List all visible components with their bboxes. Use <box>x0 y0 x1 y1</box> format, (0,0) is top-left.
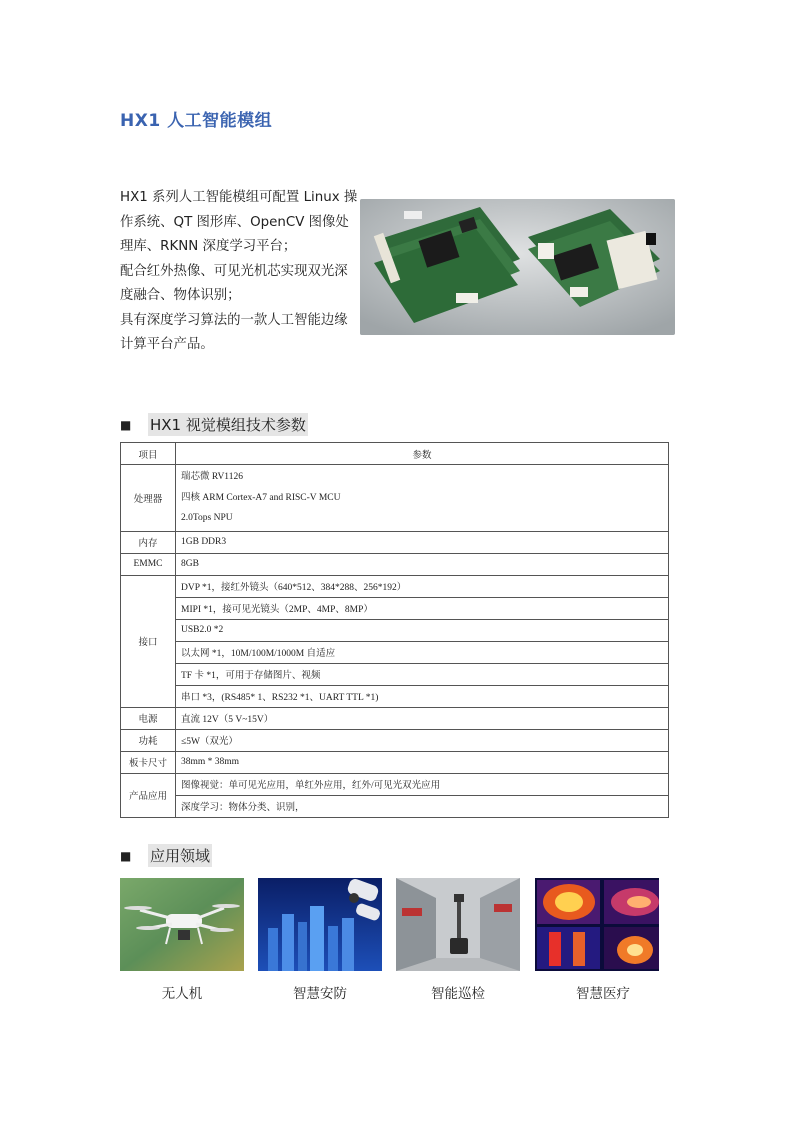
app-label-security: 智慧安防 <box>293 986 347 1002</box>
bullet-square-icon: ■ <box>120 417 132 432</box>
interface-value: DVP *1，接红外镜头（640*512、384*288、256*192） <box>176 575 669 597</box>
product-photo <box>360 199 675 335</box>
table-row <box>121 465 669 532</box>
row-label-consumption: 功耗 <box>121 729 176 751</box>
intro-paragraph: 具有深度学习算法的一款人工智能边缘计算平台产品。 <box>120 312 348 352</box>
inspection-image <box>396 878 520 971</box>
emmc-value: 8GB <box>176 553 669 575</box>
app-label-inspection: 智能巡检 <box>431 986 485 1002</box>
row-label-interface: 接口 <box>121 575 176 707</box>
table-row <box>121 575 669 597</box>
cpu-line: 瑞芯微 RV1126 <box>181 472 243 482</box>
row-label-applications: 产品应用 <box>121 773 176 817</box>
table-row <box>121 707 669 729</box>
table-row <box>121 619 669 641</box>
board-size-value: 38mm * 38mm <box>176 751 669 773</box>
section-heading-applications <box>120 844 212 867</box>
table-row <box>121 553 669 575</box>
table-row <box>121 641 669 663</box>
row-label-ram: 内存 <box>121 531 176 553</box>
table-row <box>121 597 669 619</box>
section-heading-specs <box>120 413 308 436</box>
table-row <box>121 531 669 553</box>
cpu-line: 2.0Tops NPU <box>181 513 233 523</box>
header-item: 项目 <box>121 443 176 465</box>
drone-image <box>120 878 244 971</box>
table-row <box>121 685 669 707</box>
row-label-board-size: 板卡尺寸 <box>121 751 176 773</box>
table-row <box>121 443 669 465</box>
spec-table <box>120 442 669 818</box>
bullet-square-icon: ■ <box>120 848 132 863</box>
section-title: 应用领域 <box>148 844 212 867</box>
section-title: HX1 视觉模组技术参数 <box>148 413 308 436</box>
table-row <box>121 729 669 751</box>
interface-value: 以太网 *1，10M/100M/1000M 自适应 <box>176 641 669 663</box>
table-row <box>121 773 669 795</box>
medical-thermal-image <box>535 878 659 971</box>
security-image <box>258 878 382 971</box>
app-label-drone: 无人机 <box>161 986 203 1002</box>
row-label-power: 电源 <box>121 707 176 729</box>
table-row <box>121 663 669 685</box>
intro-text <box>120 186 358 358</box>
cpu-value <box>176 465 669 532</box>
page-title: HX1 人工智能模组 <box>120 111 273 131</box>
consumption-value: ≤5W（双光） <box>176 729 669 751</box>
ram-value: 1GB DDR3 <box>176 531 669 553</box>
application-value: 深度学习：物体分类、识别， <box>176 795 669 817</box>
table-row <box>121 751 669 773</box>
interface-value: TF 卡 *1，可用于存储图片、视频 <box>176 663 669 685</box>
table-row <box>121 795 669 817</box>
application-value: 图像视觉：单可见光应用，单红外应用，红外/可见光双光应用 <box>176 773 669 795</box>
header-param: 参数 <box>176 443 669 465</box>
intro-paragraph: HX1 系列人工智能模组可配置 Linux 操作系统、QT 图形库、OpenCV 图像处理库、RKNN 深度学习平台； <box>120 190 358 254</box>
interface-value: USB2.0 *2 <box>176 619 669 641</box>
row-label-cpu: 处理器 <box>121 465 176 532</box>
interface-value: 串口 *3，(RS485* 1、RS232 *1、UART TTL *1) <box>176 685 669 707</box>
app-label-medical: 智慧医疗 <box>576 986 630 1002</box>
intro-paragraph: 配合红外热像、可见光机芯实现双光深度融合、物体识别； <box>120 263 348 303</box>
power-value: 直流 12V（5 V~15V） <box>176 707 669 729</box>
interface-value: MIPI *1，接可见光镜头（2MP、4MP、8MP） <box>176 597 669 619</box>
cpu-line: 四核 ARM Cortex-A7 and RISC-V MCU <box>181 492 341 503</box>
row-label-emmc: EMMC <box>121 553 176 575</box>
